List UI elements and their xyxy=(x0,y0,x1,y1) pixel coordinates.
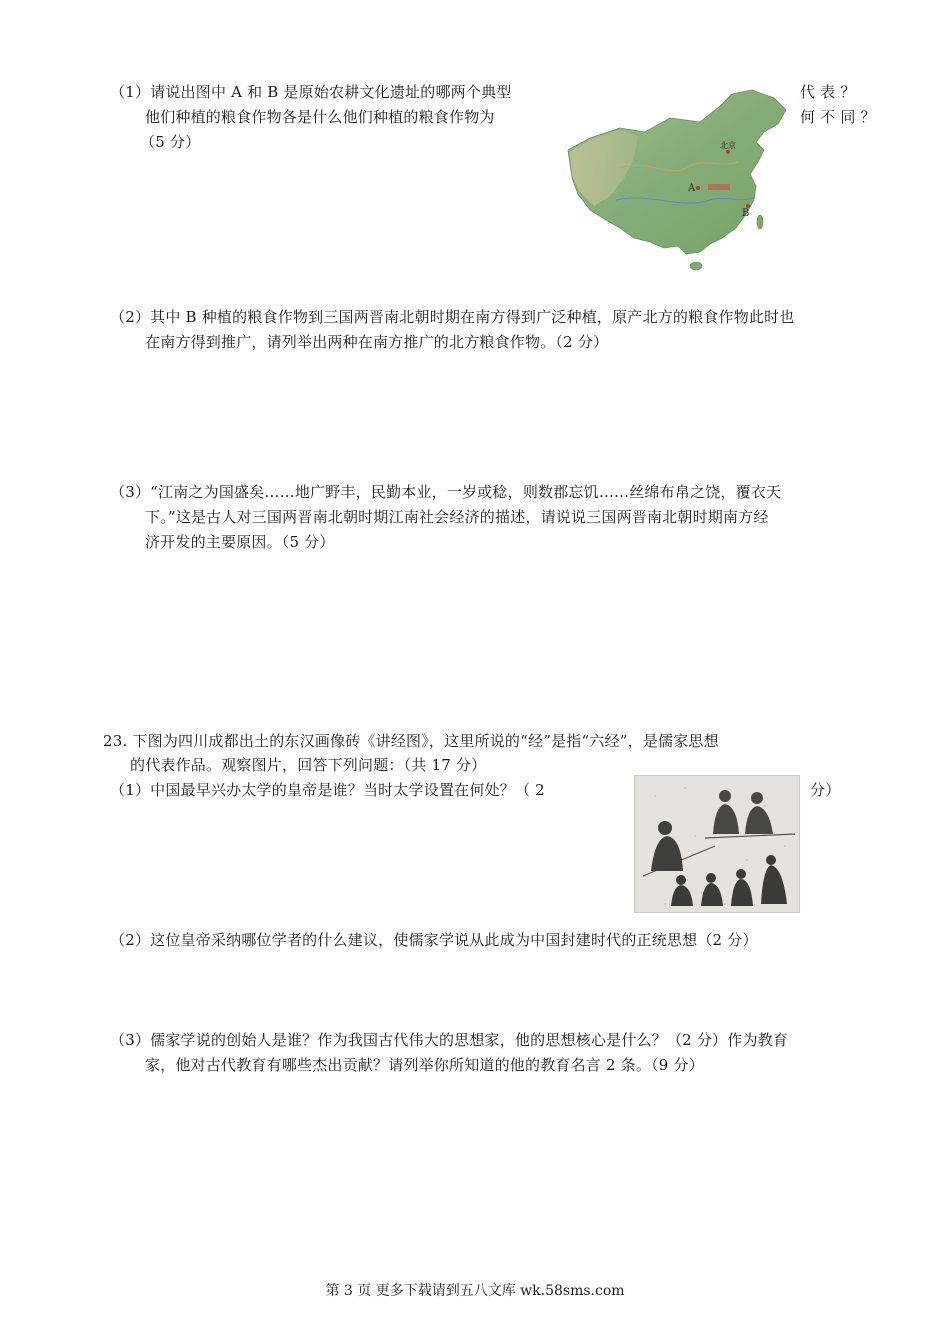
label-b: B xyxy=(742,208,750,219)
q23-p2-text: （2）这位皇帝采纳哪位学者的什么建议，使儒家学说从此成为中国封建时代的正统思想（2 分） xyxy=(110,931,758,949)
q22-p3-line2: 下。”这是古人对三国两晋南北朝时期江南社会经济的描述，请说说三国两晋南北朝时期南方经 xyxy=(145,508,769,526)
q23-p1-text: （1）中国最早兴办太学的皇帝是谁？当时太学设置在何处？（ 2 xyxy=(110,781,545,799)
q22-p3-line1: （3）“江南之为国盛矣……地广野丰，民勤本业，一岁或稔，则数郡忘饥……丝绵布帛之饶，覆衣天 xyxy=(110,483,782,501)
china-map-svg xyxy=(560,88,800,278)
q23-intro-line2: 的代表作品。观察图片，回答下列问题：（共 17 分） xyxy=(130,756,487,774)
marker-beijing xyxy=(726,150,730,154)
q22-p2-line1: （2）其中 B 种植的粮食作物到三国两晋南北朝时期在南方得到广泛种植，原产北方的粮食作物此时也 xyxy=(110,308,795,326)
q22-p3-line3: 济开发的主要原因。（5 分） xyxy=(145,533,335,551)
q23-p3-line2: 家，他对古代教育有哪些杰出贡献？请列举你所知道的他的教育名言 2 条。（9 分） xyxy=(145,1056,704,1074)
lecture-rubbing-image xyxy=(634,775,800,913)
china-map-image xyxy=(560,88,800,278)
lecture-rubbing-svg xyxy=(635,776,800,913)
hainan-island xyxy=(690,262,702,270)
taiwan-island xyxy=(757,215,763,229)
q22-p1-line2-tail: 何 不 同 ？ xyxy=(800,108,876,126)
q22-p1-line1-tail: 代 表 ？ xyxy=(800,83,856,101)
q22-p1-line1: （1）请说出图中 A 和 B 是原始农耕文化遗址的哪两个典型 xyxy=(110,83,512,101)
page-footer: 第 3 页 更多下载请到五八文库 wk.58sms.com xyxy=(325,1283,625,1299)
q22-p1-line3: （5 分） xyxy=(140,133,201,151)
map-red-tag xyxy=(708,184,730,190)
q22-p2-line2: 在南方得到推广，请列举出两种在南方推广的北方粮食作物。（2 分） xyxy=(145,333,609,351)
label-a: A xyxy=(688,183,696,194)
q23-intro-line1: 23. 下图为四川成都出土的东汉画像砖《讲经图》，这里所说的“经”是指“六经”，是儒家思想 xyxy=(103,732,719,750)
q22-p1-line2: 他们种植的粮食作物各是什么他们种植的粮食作物为 xyxy=(145,108,495,126)
q23-p1-tail: 分） xyxy=(810,781,841,799)
label-beijing: 北京 xyxy=(720,141,736,150)
q23-p3-line1: （3）儒家学说的创始人是谁？作为我国古代伟大的思想家，他的思想核心是什么？（2 分）作为教育 xyxy=(110,1031,789,1049)
marker-a xyxy=(696,186,700,190)
